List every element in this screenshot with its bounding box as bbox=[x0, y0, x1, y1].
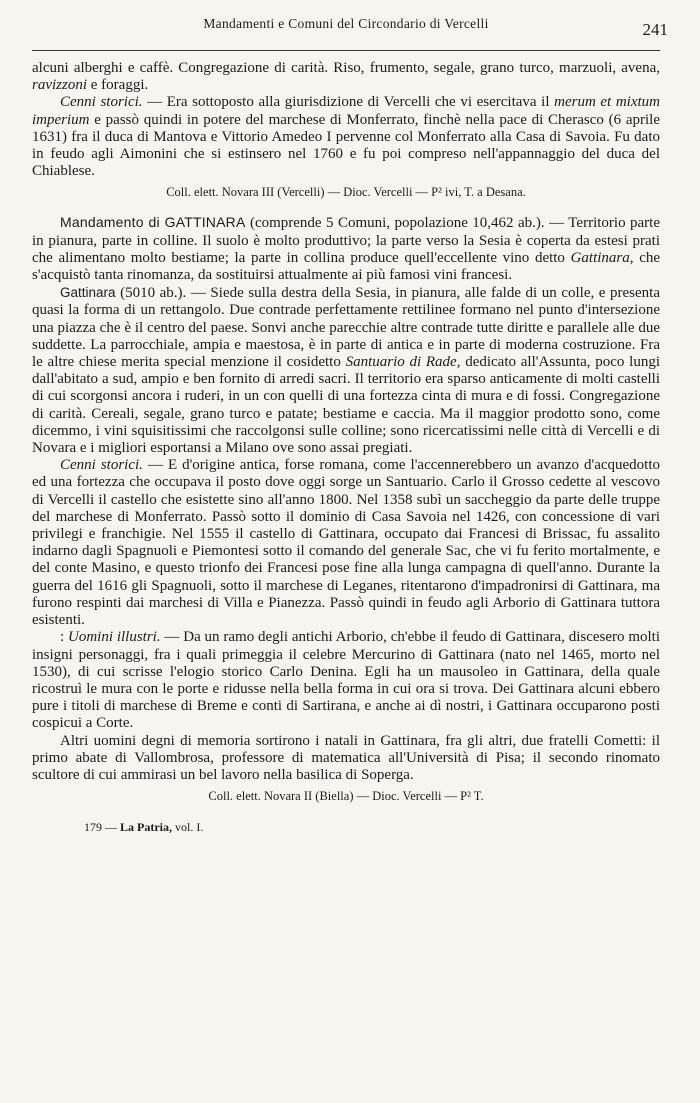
reference-line-1: Coll. elett. Novara III (Vercelli) — Dioc. Vercelli — P² ivi, T. a Desana. bbox=[166, 185, 526, 200]
margin-mark: : bbox=[60, 629, 65, 646]
comune-heading: Gattinara bbox=[60, 285, 116, 301]
subheading: Cenni storici. bbox=[60, 457, 143, 474]
paragraph-altri-uomini: Altri uomini degni di memoria sortirono i natali in Gattinara, fra gli altri, due fratelli Cometti: il primo abate di Vallombrosa, professore di matematica all'Università di Pisa; il secondo rinomato scultore di cui ammirasi un bel lavoro nella basilica di Soperga. bbox=[32, 732, 660, 783]
paragraph-continuation: alcuni alberghi e caffè. Congregazione di carità. Riso, frumento, segale, grano turco, marzuoli, avena, ravizzoni e foraggi. bbox=[32, 60, 660, 94]
paragraph-gattinara: Gattinara (5010 ab.). — Siede sulla destra della Sesia, in pianura, alle falde di un colle, e presenta quasi la forma di un rettangolo. Due contrade perfettamente rettilinee formano nel punto d'intersezione una piazza che è il centro del paese. Sonvi anche parecchie altre contrade tutte diritte e parallele alle due suddette. La parrocchiale, ampia e maestosa, è in parte di antica e in parte di moderna costruzione. Fra le altre chiese merita special menzione il cosidetto Santuario di Rade, dedicato all'Assunta, poco lungi dall'abitato a sud, ampio e ben fornito di arredi sacri. Il territorio era sparso anticamente di molti castelli di cui scorgonsi ancora i ruderi, in un con quelli di una fortezza cinta di mura e di fossi. Congregazione di carità. Cereali, segale, grano turco e patate; bestiame e caccia. Ma il maggior prodotto sono, come dicemmo, i vini squisitissimi che raccolgonsi sulle colline; sono ricercatissimi nelle città di Vercelli e di Novara e i migliori esportansi a Milano ove sono assai pregiati. bbox=[32, 285, 660, 457]
reference-line-2: Coll. elett. Novara II (Biella) — Dioc. Vercelli — P² T. bbox=[208, 789, 484, 804]
subheading: Cenni storici. bbox=[60, 94, 143, 111]
page-number: 241 bbox=[642, 20, 668, 39]
volume-label: vol. I. bbox=[175, 820, 204, 835]
paragraph-cenni-storici-2: Cenni storici. — E d'origine antica, forse romana, come l'accennerebbero un avanzo d'acquedotto ed una fortezza che occupava il posto dove oggi sorge un Santuario. Carlo il Grosso cedette al vescovo di Vercelli il castello che esistette sino all'anno 1800. Nel 1358 subì un saccheggio da parte delle truppe del marchese di Monferrato. Passò sotto il dominio di Casa Savoia nel 1426, con concessione di vari privilegi e franchigie. Nel 1555 il castello di Gattinara, occupato dai Francesi di Brissac, fu assalito indarno dagli Spagnuoli e Piemontesi sotto il comando del generale Sac, che vi fu ferito mortalmente, e del conte Masino, e questo trionfo dei Francesi pose fine alla lunga campagna di quell'anno. Durante la guerra del 1616 gli Spagnuoli, sotto il marchese di Leganes, ritentarono d'impadronirsi di Gattinara, ma furono respinti dai marchesi di Villa e Pianezza. Passò quindi in feudo agli Arborio di Gattinara tuttora esistenti. bbox=[32, 457, 661, 629]
publication-name: La Patria, bbox=[120, 820, 172, 835]
paragraph-uomini-illustri: : Uomini illustri. — Da un ramo degli antichi Arborio, ch'ebbe il feudo di Gattinara, discesero molti insigni personaggi, fra i quali primeggia il celebre Mercurino di Gattinara (nato nel 1465, morto nel 1530), di cui scrisse l'elogio storico Carlo Denina. Egli ha un mausoleo in Gattinara, della quale ricostruì le mura con le porte e ridusse nella bella forma in cui ora si trova. Dei Gattinara alcuni ebbero pure i titoli di marchese di Breme e conti di Sartirana, e anche ai dì nostri, i Gattinara occuparono posti cospicui a Corte. bbox=[32, 629, 661, 732]
page-footer bbox=[32, 820, 660, 835]
mandamento-heading: Mandamento di GATTINARA bbox=[60, 214, 246, 231]
running-title: Mandamenti e Comuni del Circondario di Vercelli bbox=[203, 16, 489, 31]
paragraph-cenni-storici-1: Cenni storici. — Era sottoposto alla giurisdizione di Vercelli che vi esercitava il merum et mixtum imperium e passò quindi in potere del marchese di Monferrato, finchè nella pace di Cherasco (6 aprile 1631) fra il duca di Mantova e Vittorio Amedeo I pervenne col Monferrato alla Casa di Savoia. Fu dato in feudo agli Aimonini che si estinsero nel 1760 e fu poi compreso nell'appannaggio del duca del Chiablese. bbox=[32, 94, 661, 180]
header-rule bbox=[32, 50, 660, 51]
page-header bbox=[32, 14, 668, 40]
signature-mark: 179 — bbox=[84, 820, 117, 835]
paragraph-mandamento: Mandamento di GATTINARA (comprende 5 Comuni, popolazione 10,462 ab.). — Territorio parte in pianura, parte in colline. Il suolo è molto produttivo; la parte verso la Sesia è coperta da estesi prati che alimentano molto bestiame; la parte in collina produce quell'eccellente vino detto Gattinara, che s'acquistò tanta rinomanza, da sostituirsi attualmente ai più famosi vini francesi. bbox=[32, 214, 661, 284]
subheading: Uomini illustri. bbox=[68, 629, 161, 646]
